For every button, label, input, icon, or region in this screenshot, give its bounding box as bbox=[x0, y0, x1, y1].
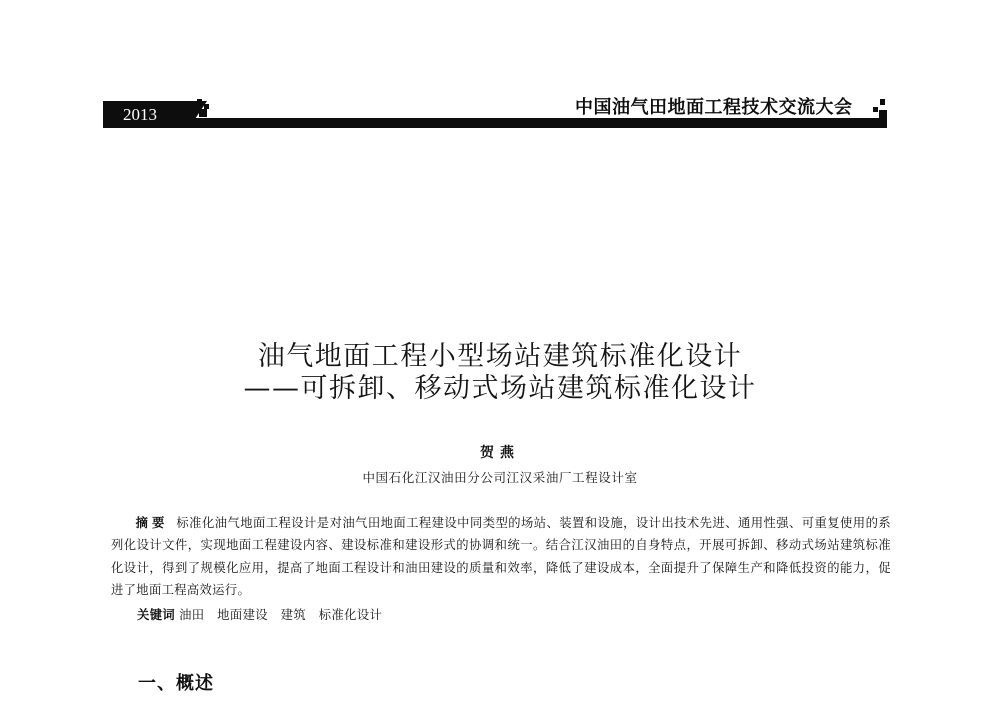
abstract-text: 标准化油气地面工程设计是对油气田地面工程建设中同类型的场站、装置和设施，设计出技术先进、通用性强、可重复使用的系列化设计文件，实现地面工程建设内容、建设标准和建设形式的协调和统一。结合江汉油田的自身特点，开展可拆卸、移动式场站建筑标准化设计，得到了规模化应用，提高了地面工程设计和油田建设的质量和效率，降低了建设成本，全面提升了保障生产和降低投资的能力，促进了地面工程高效运行。 bbox=[111, 516, 891, 597]
author-name: 贺燕 bbox=[480, 445, 520, 461]
keywords bbox=[137, 605, 382, 625]
header-rule bbox=[103, 118, 887, 128]
paper-title: 油气地面工程小型场站建筑标准化设计 bbox=[257, 341, 743, 372]
abstract-label: 摘要 bbox=[135, 515, 169, 530]
author-affiliation: 中国石化江汉油田分公司江汉采油厂工程设计室 bbox=[362, 470, 638, 485]
corner-mark-icon bbox=[197, 99, 215, 119]
keywords-label: 关键词 bbox=[137, 607, 176, 622]
section-heading: 一、概述 bbox=[138, 673, 214, 694]
corner-mark-icon bbox=[871, 99, 889, 119]
year-badge bbox=[103, 101, 189, 128]
keywords-list: 油田 地面建设 建筑 标准化设计 bbox=[179, 608, 383, 622]
abstract bbox=[111, 512, 891, 601]
conference-title: 中国油气田地面工程技术交流大会 bbox=[575, 97, 853, 118]
paper-subtitle: ——可拆卸、移动式场站建筑标准化设计 bbox=[243, 373, 757, 404]
year-text: 2013 bbox=[123, 105, 157, 124]
